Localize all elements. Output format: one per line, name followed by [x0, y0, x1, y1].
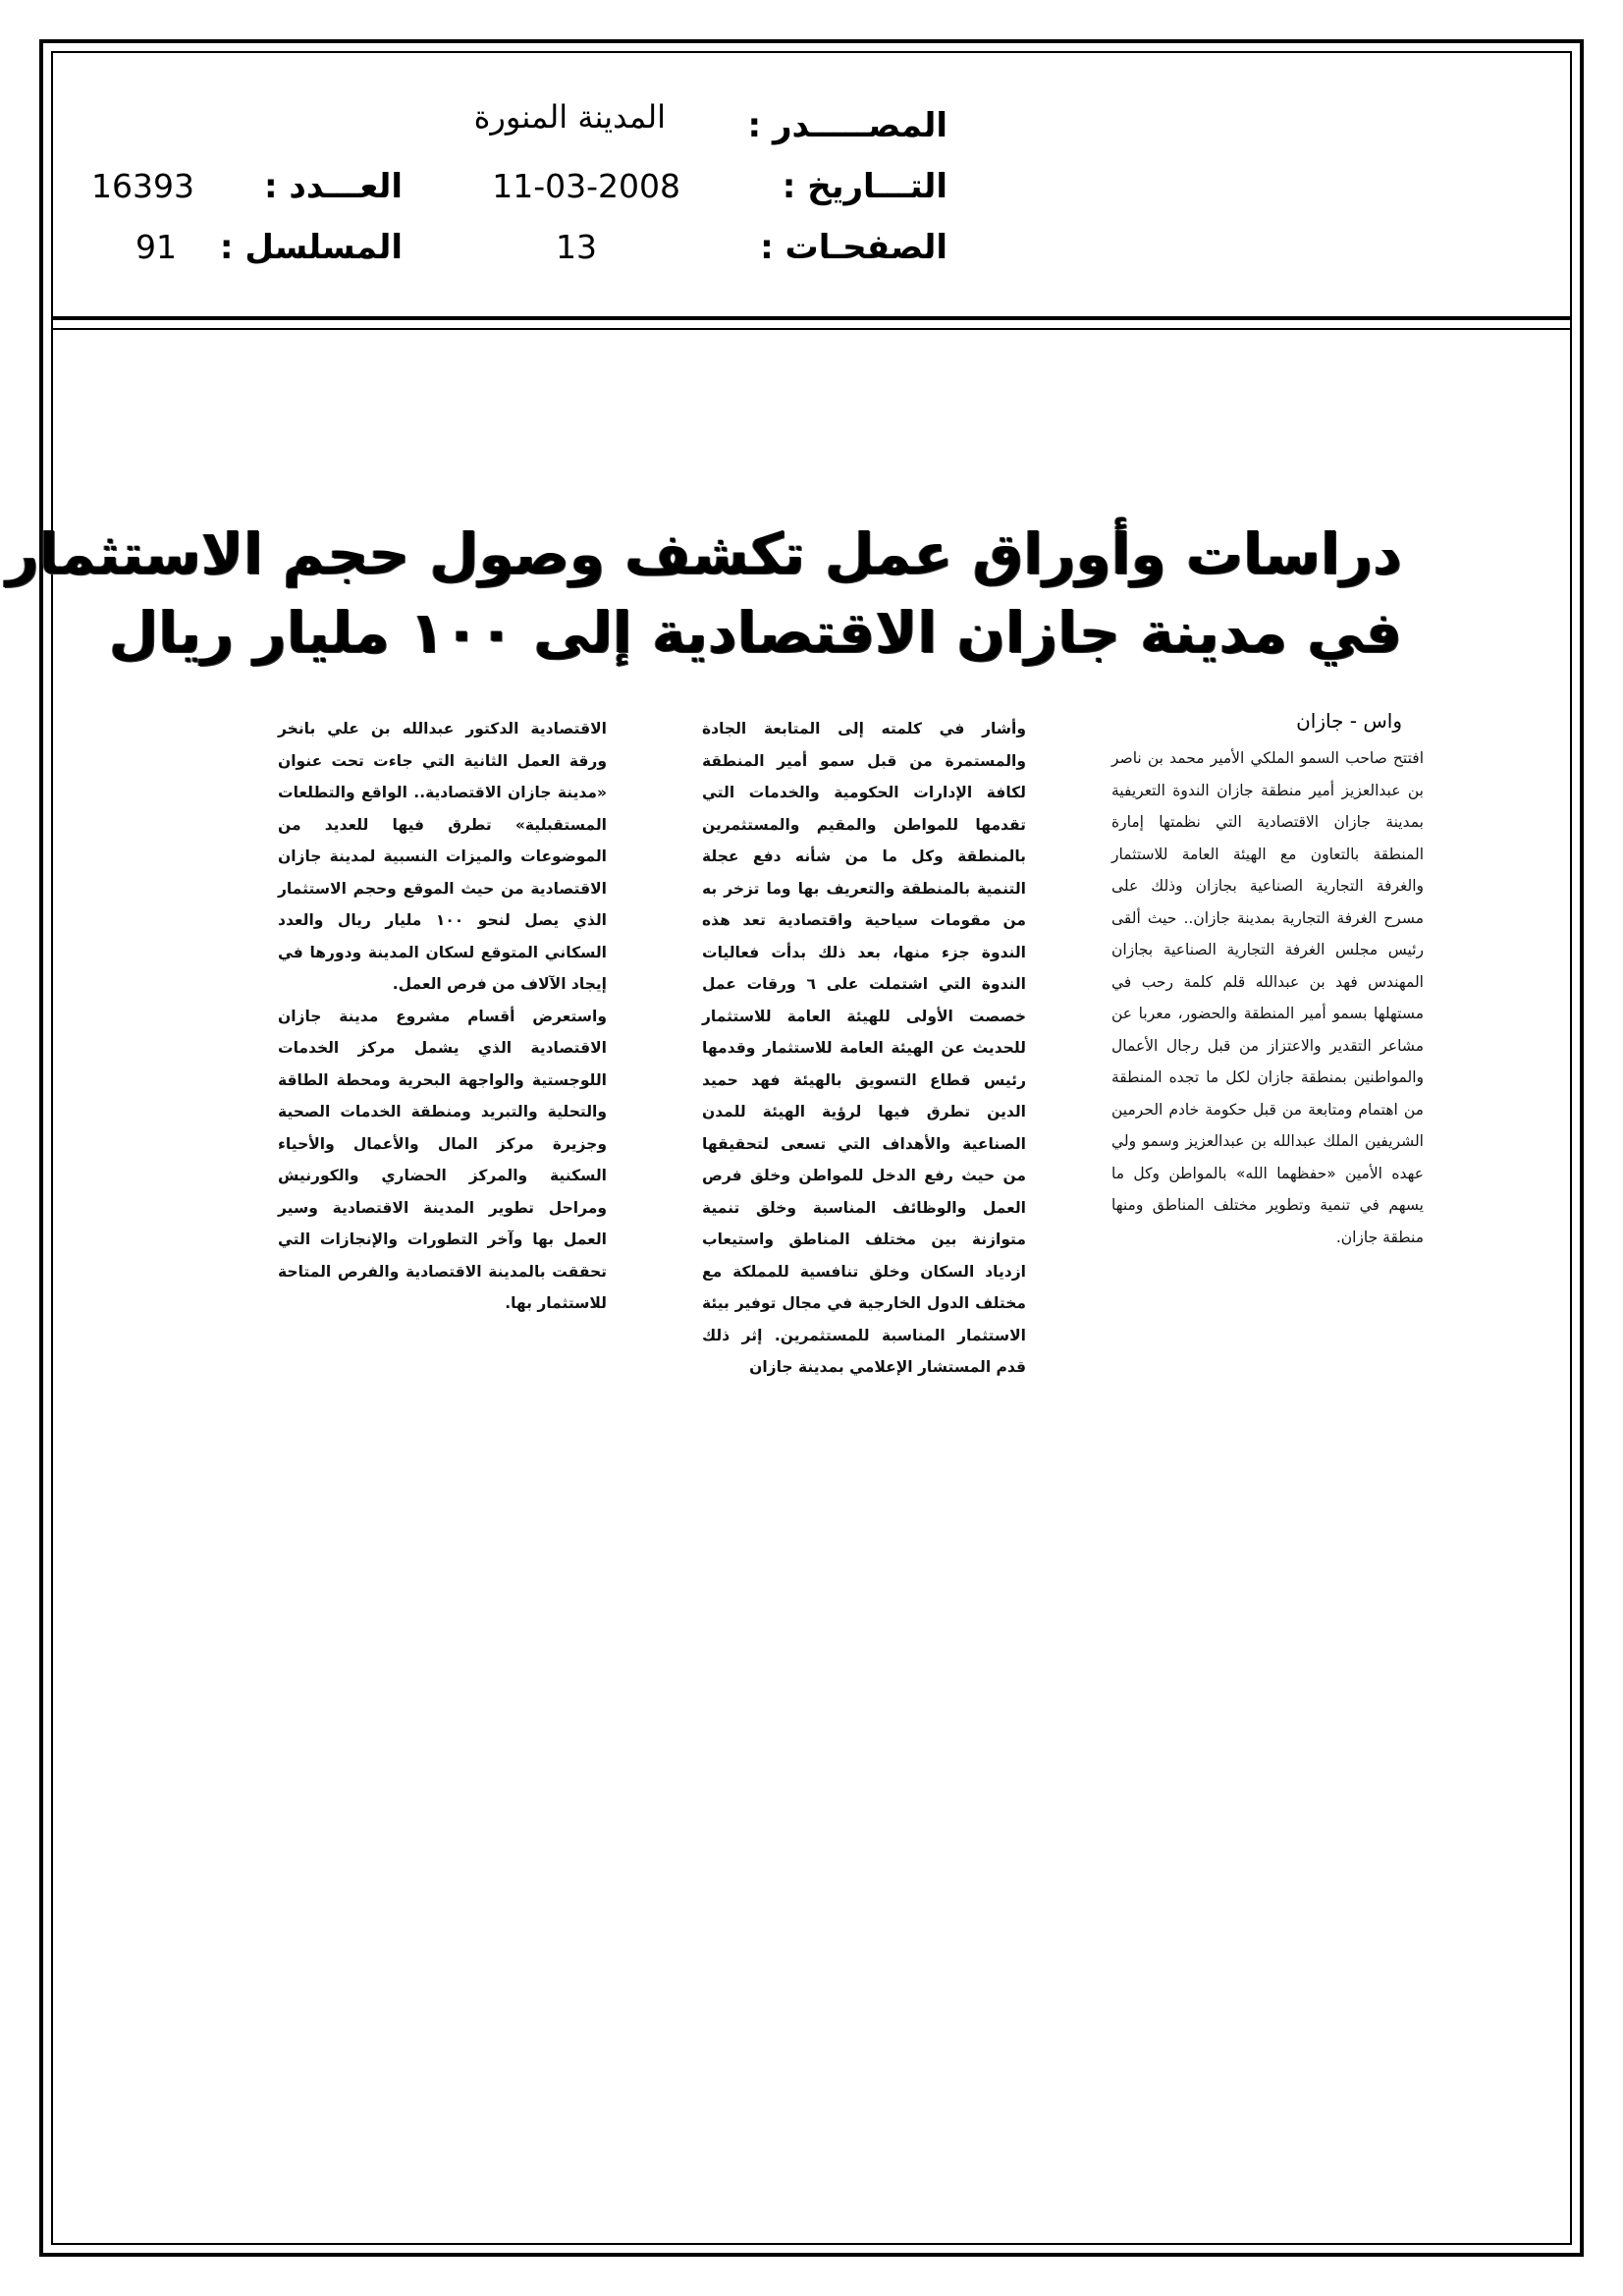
headline-line-2: في مدينة جازان الاقتصادية إلى ١٠٠ مليار ريال: [108, 599, 1402, 666]
source-value: المدينة المنورة: [473, 98, 666, 136]
newspaper-article: [6, 481, 1471, 1376]
issue-label: العـــدد :: [264, 167, 403, 206]
headline-line-1: دراسات وأوراق عمل تكشف وصول حجم الاستثمار: [6, 520, 1402, 587]
pages-label: الصفحـات :: [760, 228, 947, 267]
article-column-3: [278, 713, 607, 1320]
byline: واس - جازان: [1296, 709, 1402, 733]
issue-value: 16393: [91, 167, 194, 205]
serial-label: المسلسل :: [219, 228, 403, 267]
header-divider-thin: [51, 328, 1572, 330]
column-3-paragraph-1: الاقتصادية الدكتور عبدالله بن علي بانخر ورقة العمل الثانية التي جاءت تحت عنوان «مدينة جازان الاقتصادية.. الواقع والتطلعات المستقبلية» تطرق فيها للعديد من الموضوعات والميزات النسبية لمدينة جازان الاقتصادية من حيث الموقع وحجم الاستثمار الذي يصل لنحو ١٠٠ مليار ريال والعدد السكاني المتوقع لسكان المدينة ودورها في إيجاد الآلاف من فرص العمل.: [278, 720, 607, 993]
date-label: التـــاريخ :: [782, 167, 947, 206]
serial-value: 91: [135, 228, 177, 266]
date-value: 11-03-2008: [492, 167, 680, 205]
article-column-2: [702, 713, 1026, 1384]
column-2-text: وأشار في كلمته إلى المتابعة الجادة والمستمرة من قبل سمو أمير المنطقة لكافة الإدارات الحكومية والخدمات التي تقدمها للمواطن والمقيم والمستثمرين بالمنطقة وكل ما من شأنه دفع عجلة التنمية بالمنطقة والتعريف بها وما تزخر به من مقومات سياحية واقتصادية تعد هذه الندوة جزء منها، بعد ذلك بدأت فعاليات الندوة التي اشتملت على ٦ ورقات عمل خصصت الأولى للهيئة العامة للاستثمار للحديث عن الهيئة العامة للاستثمار وقدمها رئيس قطاع التسويق بالهيئة فهد حميد الدين تطرق فيها لرؤية الهيئة للمدن الصناعية والأهداف التي تسعى لتحقيقها من حيث رفع الدخل للمواطن وخلق فرص العمل والوظائف المناسبة وخلق تنمية متوازنة بين مختلف المناطق واستيعاب ازدياد السكان وخلق تنافسية للمملكة مع مختلف الدول الخارجية في مجال توفير بيئة الاستثمار المناسبة للمستثمرين. إثر ذلك قدم المستشار الإعلامي بمدينة جازان: [702, 720, 1026, 1376]
column-3-paragraph-2: واستعرض أقسام مشروع مدينة جازان الاقتصادية الذي يشمل مركز الخدمات اللوجستية والواجهة البحرية ومحطة الطاقة والتحلية والتبريد ومنطقة الخدمات الصحية وجزيرة مركز المال والأعمال والأحياء السكنية والمركز الحضاري والكورنيش ومراحل تطوير المدينة الاقتصادية وسير العمل بها وآخر التطورات والإنجازات التي تحققت بالمدينة الاقتصادية والفرص المتاحة للاستثمار بها.: [278, 1007, 607, 1312]
pages-value: 13: [556, 228, 597, 266]
source-label: المصـــــدر :: [747, 106, 947, 145]
header-divider-thick: [51, 316, 1572, 320]
article-column-1: [1111, 742, 1424, 1253]
column-1-text: افتتح صاحب السمو الملكي الأمير محمد بن ناصر بن عبدالعزيز أمير منطقة جازان الندوة التعريفية بمدينة جازان الاقتصادية التي نظمتها إمارة المنطقة بالتعاون مع الهيئة العامة للاستثمار والغرفة التجارية الصناعية بجازان وذلك على مسرح الغرفة التجارية بمدينة جازان.. حيث ألقى رئيس مجلس الغرفة التجارية الصناعية بجازان المهندس فهد بن عبدالله قلم كلمة رحب في مستهلها بسمو أمير المنطقة والحضور، معربا عن مشاعر التقدير والاعتزاز من قبل رجال الأعمال والمواطنين بمنطقة جازان لكل ما تجده المنطقة من اهتمام ومتابعة من قبل حكومة خادم الحرمين الشريفين الملك عبدالله بن عبدالعزيز وسمو ولي عهده الأمين «حفظهما الله» بالمواطن وكل ما يسهم في تنمية وتطوير مختلف المناطق ومنها منطقة جازان.: [1111, 749, 1424, 1246]
